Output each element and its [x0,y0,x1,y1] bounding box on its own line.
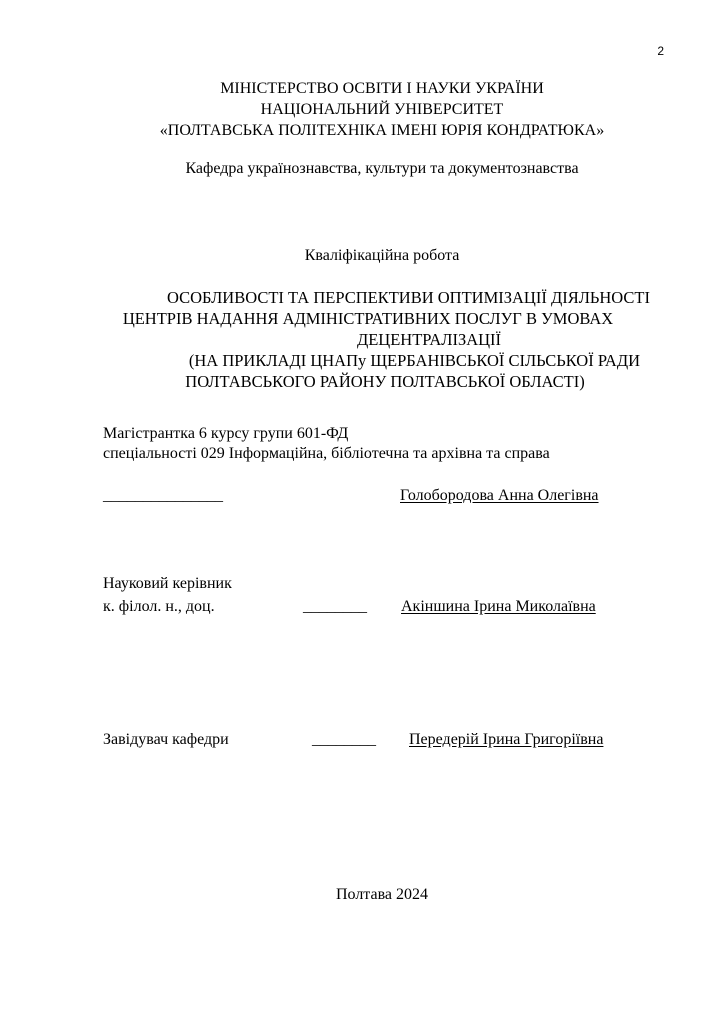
student-signature-line: _______________ [103,487,223,504]
head-name: Передерій Ірина Григоріївна [409,731,604,748]
university-name: «ПОЛТАВСЬКА ПОЛІТЕХНІКА ІМЕНІ ЮРІЯ КОНДРАТЮКА» [159,122,605,139]
page-number: 2 [657,44,664,58]
ministry-name: МІНІСТЕРСТВО ОСВІТИ І НАУКИ УКРАЇНИ [220,80,544,97]
thesis-title [102,287,662,392]
head-signature-line: ________ [312,731,376,748]
institution-header [0,78,724,141]
thesis-title-line: ЦЕНТРІВ НАДАННЯ АДМІНІСТРАТИВНИХ ПОСЛУГ В УМОВАХ [122,309,614,328]
thesis-title-line: ДЕЦЕНТРАЛІЗАЦІЇ [356,330,502,349]
supervisor-signature-line: ________ [303,598,367,615]
work-type: Кваліфікаційна робота [304,247,460,264]
thesis-title-line: (НА ПРИКЛАДІ ЦНАПу ЩЕРБАНІВСЬКОЇ СІЛЬСЬКОЇ РАДИ [188,351,640,370]
supervisor-degree: к. філол. н., доц. [103,598,215,615]
department-name: Кафедра українознавства, культури та документознавства [185,160,579,177]
student-info-line: Магістрантка 6 курсу групи 601-ФД [103,425,349,442]
head-role: Завідувач кафедри [103,731,229,748]
thesis-title-line: ПОЛТАВСЬКОГО РАЙОНУ ПОЛТАВСЬКОЇ ОБЛАСТІ) [185,372,585,391]
university-type: НАЦІОНАЛЬНИЙ УНІВЕРСИТЕТ [260,101,504,118]
supervisor-name: Акіншина Ірина Миколаївна [401,598,596,615]
city-year: Полтава 2024 [335,886,429,903]
thesis-title-line: ОСОБЛИВОСТІ ТА ПЕРСПЕКТИВИ ОПТИМІЗАЦІЇ ДІЯЛЬНОСТІ [167,288,650,307]
student-name: Голобородова Анна Олегівна [400,487,599,504]
supervisor-role: Науковий керівник [103,575,232,592]
specialty-info-line: спеціальності 029 Інформаційна, бібліотечна та архівна та справа [103,445,550,462]
